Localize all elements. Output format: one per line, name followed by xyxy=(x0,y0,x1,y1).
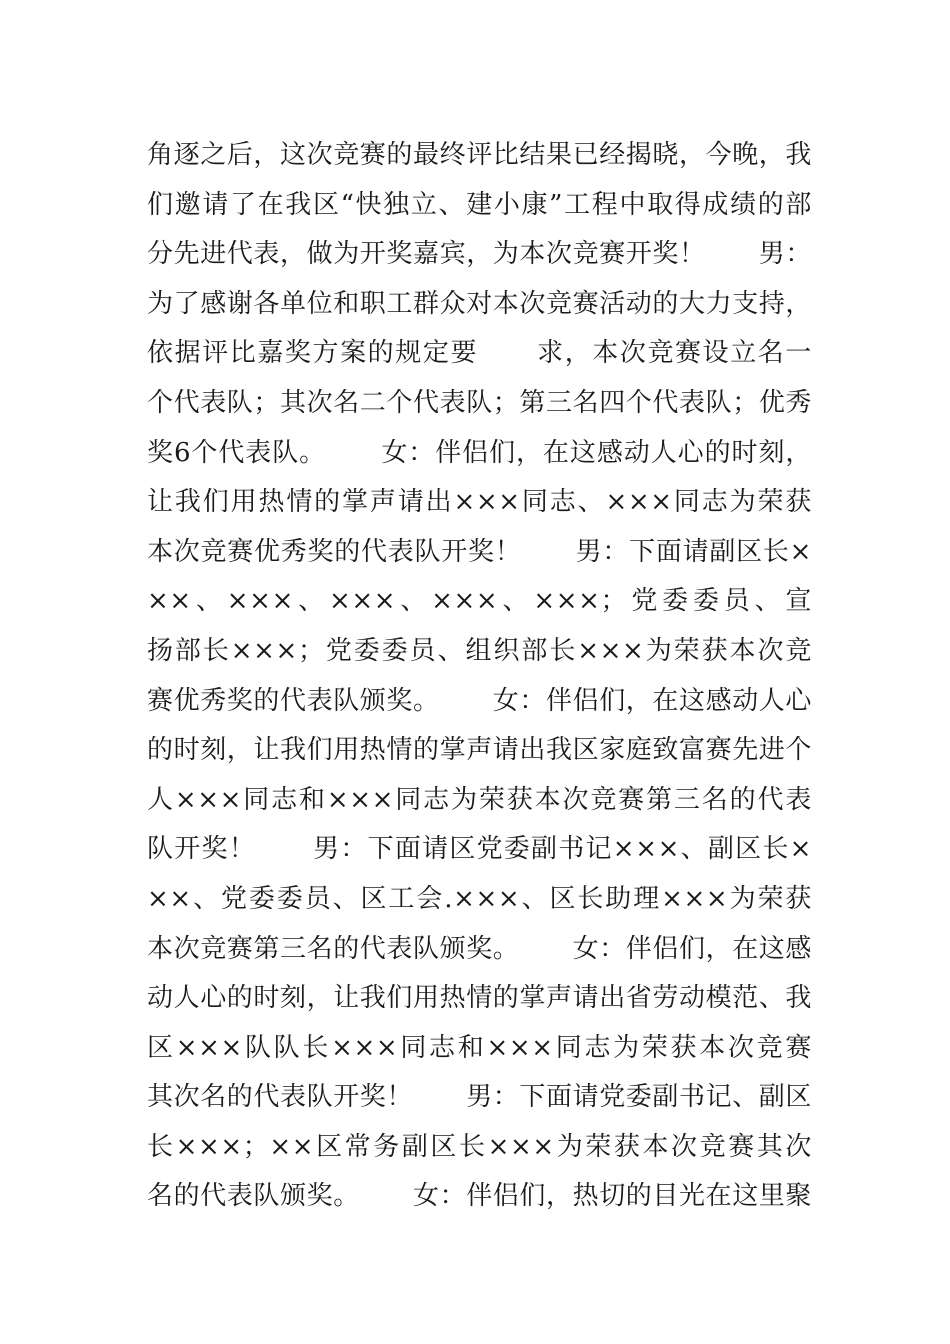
text-line: 名的代表队颁奖。 女：伴侣们，热切的目光在这里聚 xyxy=(147,1181,812,1212)
text-line: 赛优秀奖的代表队颁奖。 女：伴侣们，在这感动人心 xyxy=(147,685,812,716)
text-line: 本次竞赛优秀奖的代表队开奖！ 男：下面请副区长× xyxy=(147,536,812,567)
text-line: 的时刻，让我们用热情的掌声请出我区家庭致富赛先进个 xyxy=(147,735,812,766)
text-line: 人×××同志和×××同志为荣获本次竞赛第三名的代表 xyxy=(147,784,812,815)
text-line: 依据评比嘉奖方案的规定要 求，本次竞赛设立名一 xyxy=(147,338,812,369)
text-line: 长×××；××区常务副区长×××为荣获本次竞赛其次 xyxy=(147,1131,812,1162)
text-line: 分先进代表，做为开奖嘉宾，为本次竞赛开奖！ 男： xyxy=(147,239,812,270)
text-line: 其次名的代表队开奖！ 男：下面请党委副书记、副区 xyxy=(147,1082,812,1113)
text-line: 扬部长×××；党委委员、组织部长×××为荣获本次竞 xyxy=(147,635,812,666)
text-line: ××、党委委员、区工会.×××、区长助理×××为荣获 xyxy=(147,883,812,914)
text-line: 奖6个代表队。 女：伴侣们，在这感动人心的时刻， xyxy=(147,437,812,468)
text-line: 动人心的时刻，让我们用热情的掌声请出省劳动模范、我 xyxy=(147,983,812,1014)
text-line: ××、×××、×××、×××、×××；党委委员、宣 xyxy=(147,586,812,617)
text-line: 个代表队；其次名二个代表队；第三名四个代表队；优秀 xyxy=(147,387,812,418)
text-line: 角逐之后，这次竞赛的最终评比结果已经揭晓，今晚，我 xyxy=(147,140,812,170)
text-line: 本次竞赛第三名的代表队颁奖。 女：伴侣们，在这感 xyxy=(147,933,812,964)
text-line: 区×××队队长×××同志和×××同志为荣获本次竞赛 xyxy=(147,1032,812,1063)
text-line: 为了感谢各单位和职工群众对本次竞赛活动的大力支持， xyxy=(147,288,812,319)
text-line: 队开奖！ 男：下面请区党委副书记×××、副区长× xyxy=(147,834,812,865)
text-line: 让我们用热情的掌声请出×××同志、×××同志为荣获 xyxy=(147,487,812,518)
body-text xyxy=(147,131,812,1222)
text-line: 们邀请了在我区“快独立、建小康”工程中取得成绩的部 xyxy=(147,189,812,220)
